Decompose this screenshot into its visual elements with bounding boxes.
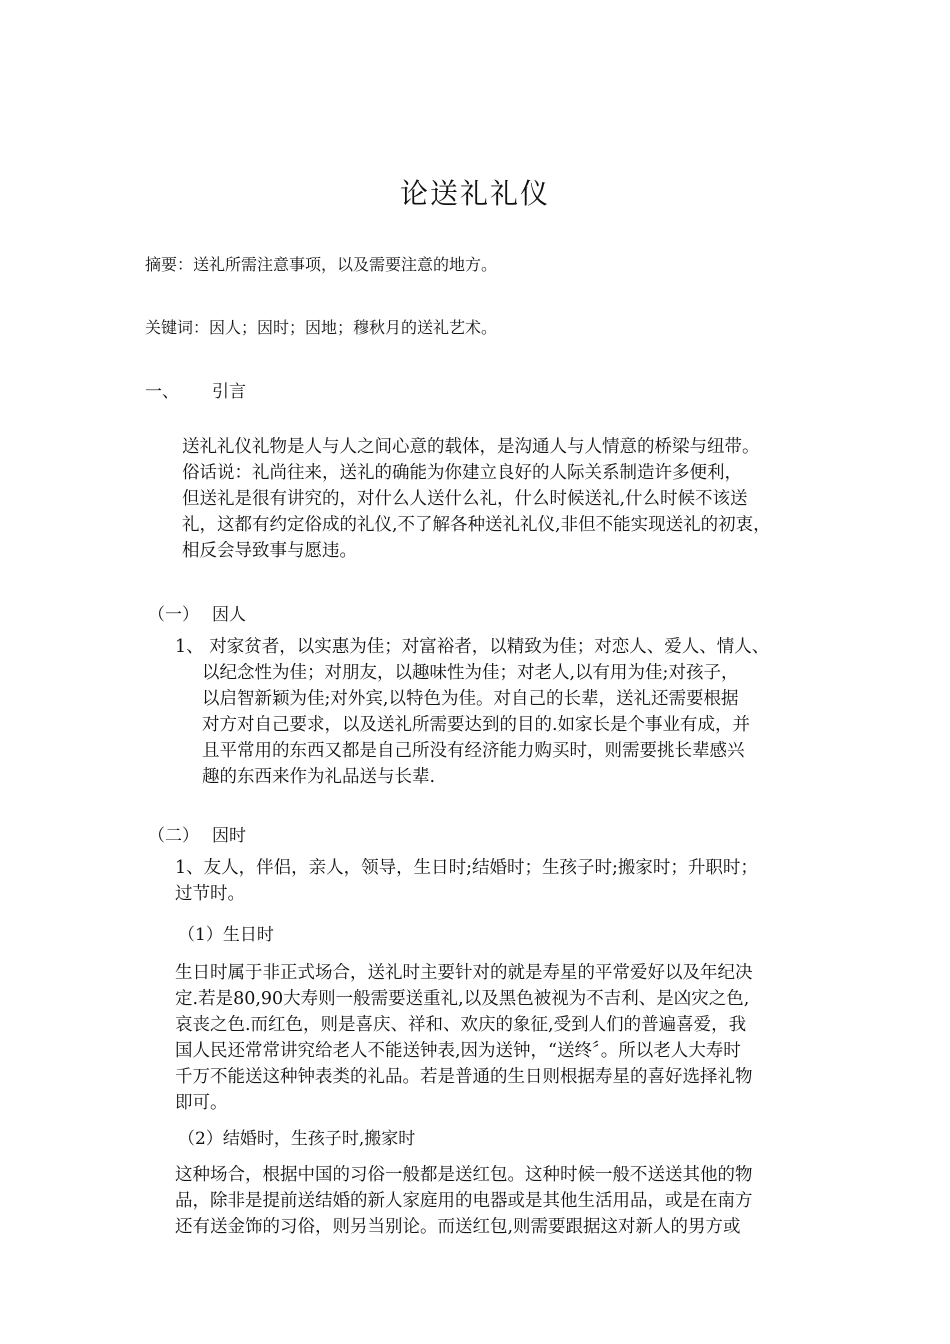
paragraph-line: 千万不能送这种钟表类的礼品。若是普通的生日则根据寿星的喜好选择礼物: [175, 1067, 753, 1087]
section-intro-heading: 引言: [212, 382, 246, 402]
paragraph-line: 送礼礼仪礼物是人与人之间心意的载体，是沟通人与人情意的桥梁与纽带。: [182, 437, 760, 457]
paragraph-line: 对方对自己要求，以及送礼所需要达到的目的.如家长是个事业有成，并: [202, 715, 751, 735]
paragraph-line: 这种场合，根据中国的习俗一般都是送红包。这种时候一般不送送其他的物: [175, 1165, 753, 1185]
paragraph-line: 即可。: [175, 1093, 228, 1113]
paragraph-line: 1、友人，伴侣，亲人，领导，生日时;结婚时；生孩子时;搬家时；升职时；: [175, 858, 758, 878]
section-2-heading: 因时: [212, 826, 246, 846]
subsection-1-paragraph: [175, 960, 753, 1116]
subsection-2-heading: （2）结婚时，生孩子时,搬家时: [178, 1129, 416, 1149]
paragraph-line: 过节时。: [175, 884, 245, 904]
abstract: 摘要：送礼所需注意事项，以及需要注意的地方。: [145, 255, 498, 274]
paragraph-line: 定.若是80,90大寿则一般需要送重礼,以及黑色被视为不吉利、是凶灾之色,: [175, 989, 750, 1009]
intro-paragraph: [182, 434, 771, 564]
subsection-2-paragraph: [175, 1162, 753, 1240]
paragraph-line: 哀丧之色.而红色，则是喜庆、祥和、欢庆的象征,受到人们的普遍喜爱，我: [175, 1015, 747, 1035]
subsection-1-heading: （1）生日时: [178, 925, 274, 945]
section-1-heading: 因人: [212, 605, 246, 625]
section-2-number: （二）: [148, 826, 199, 846]
paragraph-line: 以纪念性为佳；对朋友，以趣味性为佳；对老人,以有用为佳;对孩子，: [202, 663, 739, 683]
paragraph-line: 1、 对家贫者，以实惠为佳；对富裕者，以精致为佳；对恋人、爱人、情人、: [175, 637, 770, 657]
section-2-intro: [175, 855, 758, 907]
paragraph-line: 还有送金饰的习俗，则另当别论。而送红包,则需要跟据这对新人的男方或: [175, 1217, 741, 1237]
section-intro-number: 一、: [145, 382, 179, 402]
section-1-number: （一）: [148, 605, 199, 625]
paragraph-line: 趣的东西来作为礼品送与长辈.: [202, 767, 436, 787]
paragraph-line: 俗话说：礼尚往来，送礼的确能为你建立良好的人际关系制造许多便利，: [182, 463, 742, 483]
keywords: 关键词：因人；因时；因地；穆秋月的送礼艺术。: [145, 318, 498, 337]
paragraph-line: 品，除非是提前送结婚的新人家庭用的电器或是其他生活用品，或是在南方: [175, 1191, 753, 1211]
paragraph-line: 礼，这都有约定俗成的礼仪,不了解各种送礼礼仪,非但不能实现送礼的初衷，: [182, 515, 771, 535]
paragraph-line: 以启智新颖为佳;对外宾,以特色为佳。对自己的长辈，送礼还需要根据: [202, 689, 739, 709]
section-1-paragraph: [175, 634, 769, 790]
paragraph-line: 生日时属于非正式场合，送礼时主要针对的就是寿星的平常爱好以及年纪决: [175, 963, 753, 983]
paragraph-line: 国人民还常常讲究给老人不能送钟表,因为送钟，“送终〞。所以老人大寿时: [175, 1041, 741, 1061]
paragraph-line: 相反会导致事与愿违。: [182, 541, 357, 561]
paragraph-line: 但送礼是很有讲究的，对什么人送什么礼，什么时候送礼,什么时候不该送: [182, 489, 748, 509]
paragraph-line: 且平常用的东西又都是自己所没有经济能力购买时，则需要挑长辈感兴: [202, 741, 745, 761]
page-title: 论送礼礼仪: [399, 177, 550, 210]
